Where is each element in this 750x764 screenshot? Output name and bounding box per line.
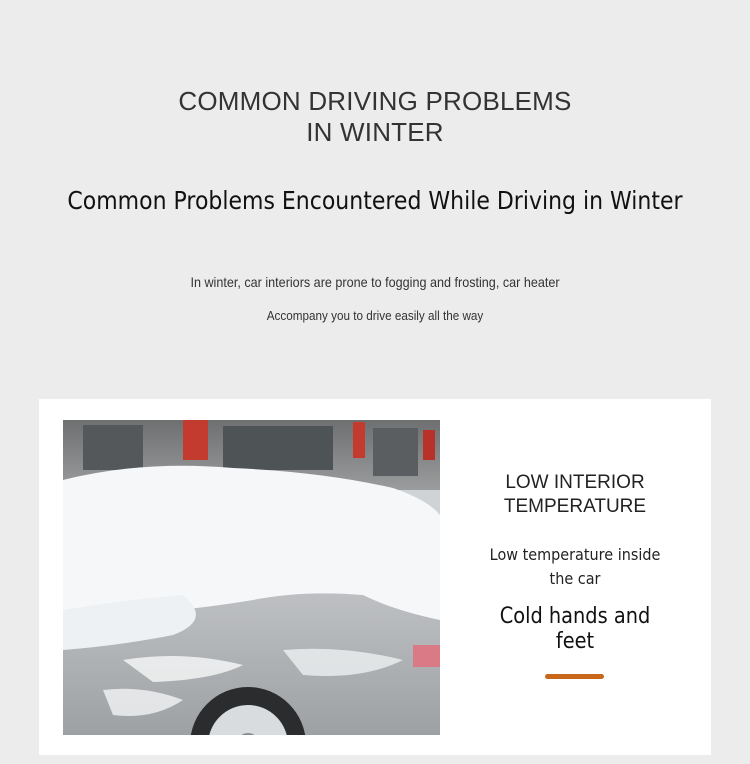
feature-text [469, 399, 681, 755]
accent-divider [545, 674, 604, 679]
feature-title-line-1: LOW INTERIOR [505, 472, 645, 493]
feature-description: Cold hands and feet [499, 604, 651, 654]
snow-covered-car-photo [63, 420, 440, 735]
feature-title-line-2: TEMPERATURE [503, 496, 647, 517]
snow-car-illustration [63, 420, 440, 735]
feature-subtitle: Low temperature inside the car [489, 545, 661, 588]
intro-text-line-2: Accompany you to drive easily all the way [266, 308, 484, 323]
feature-card [39, 399, 711, 755]
heading-line-2: IN WINTER [306, 117, 444, 147]
heading-line-1: COMMON DRIVING PROBLEMS [178, 86, 572, 116]
feature-title [469, 471, 681, 519]
page-subtitle: Common Problems Encountered While Driving in Winter [67, 186, 683, 215]
intro-text-line-1: In winter, car interiors are prone to fogging and frosting, car heater [190, 274, 560, 290]
page-heading [0, 86, 750, 148]
